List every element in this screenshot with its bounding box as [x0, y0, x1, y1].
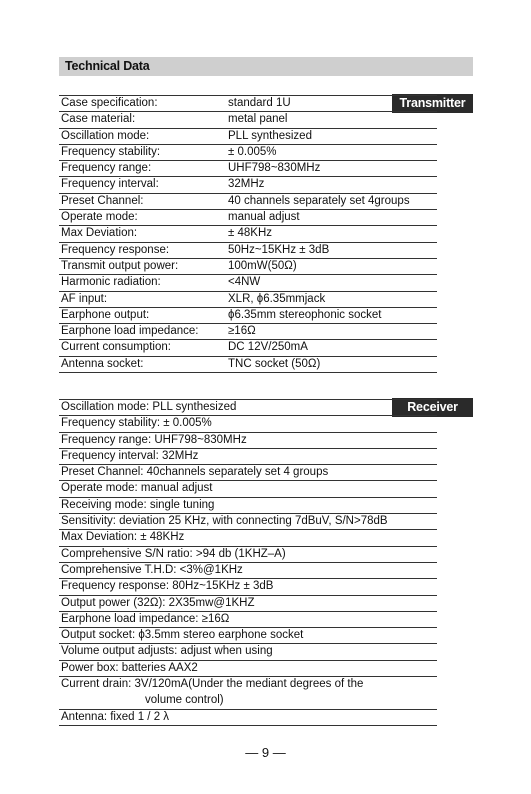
spec-text: Frequency range: UHF798~830MHz	[61, 433, 247, 446]
spec-text: Volume output adjusts: adjust when using	[61, 645, 273, 658]
table-row	[59, 357, 437, 373]
spec-text: Current drain: 3V/120mA(Under the mediant degrees of the	[61, 678, 364, 691]
spec-value: DC 12V/250mA	[228, 341, 308, 354]
spec-text: Frequency interval: 32MHz	[61, 449, 199, 462]
table-row	[59, 498, 437, 514]
table-row	[59, 145, 437, 161]
spec-label: Case material:	[61, 113, 136, 126]
spec-label: Case specification:	[61, 97, 158, 109]
spec-text: Oscillation mode: PLL synthesized	[61, 401, 237, 413]
spec-text: Sensitivity: deviation 25 KHz, with connecting 7dBuV, S/N>78dB	[61, 515, 388, 528]
table-row	[59, 194, 437, 210]
spec-label: Current consumption:	[61, 341, 171, 354]
spec-value: ± 0.005%	[228, 145, 277, 158]
spec-label: Operate mode:	[61, 211, 138, 224]
spec-text: Frequency response: 80Hz~15KHz ± 3dB	[61, 580, 274, 593]
spec-text: Output socket: ϕ3.5mm stereo earphone socket	[61, 629, 304, 642]
receiver-tag: Receiver	[392, 398, 473, 417]
table-row	[59, 161, 437, 177]
spec-value: TNC socket (50Ω)	[228, 357, 321, 370]
spec-text-continued: volume control)	[145, 693, 224, 706]
spec-label: Harmonic radiation:	[61, 276, 161, 289]
spec-value: PLL synthesized	[228, 129, 312, 142]
spec-label: Frequency interval:	[61, 178, 159, 191]
spec-value: 40 channels separately set 4groups	[228, 194, 410, 207]
spec-text: Comprehensive S/N ratio: >94 db (1KHZ–A)	[61, 547, 286, 560]
spec-value: 100mW(50Ω)	[228, 259, 297, 272]
spec-label: Earphone output:	[61, 308, 150, 321]
spec-value: ≥16Ω	[228, 325, 256, 338]
table-row	[59, 308, 437, 324]
spec-text: Earphone load impedance: ≥16Ω	[61, 612, 230, 625]
spec-text: Operate mode: manual adjust	[61, 482, 213, 495]
table-row	[59, 400, 437, 416]
table-row	[59, 677, 437, 710]
table-row	[59, 661, 437, 677]
table-row	[59, 177, 437, 193]
table-row	[59, 416, 437, 432]
spec-text: Preset Channel: 40channels separately set 4 groups	[61, 466, 329, 479]
table-row	[59, 243, 437, 259]
spec-text: Frequency stability: ± 0.005%	[61, 417, 212, 430]
table-row	[59, 449, 437, 465]
table-row	[59, 514, 437, 530]
table-row	[59, 628, 437, 644]
table-row	[59, 292, 437, 308]
table-row	[59, 481, 437, 497]
spec-label: Frequency range:	[61, 162, 152, 175]
table-row	[59, 96, 437, 112]
receiver-table	[59, 399, 437, 726]
spec-label: AF input:	[61, 292, 108, 305]
table-row	[59, 612, 437, 628]
table-row	[59, 112, 437, 128]
spec-text: Antenna: fixed 1 / 2 λ	[61, 710, 170, 723]
spec-value: metal panel	[228, 113, 288, 126]
table-row	[59, 259, 437, 275]
spec-value: ϕ6.35mm stereophonic socket	[228, 308, 382, 321]
table-row	[59, 710, 437, 726]
table-row	[59, 433, 437, 449]
spec-label: Preset Channel:	[61, 194, 144, 207]
table-row	[59, 530, 437, 546]
spec-value: UHF798~830MHz	[228, 162, 321, 175]
table-row	[59, 579, 437, 595]
spec-value: XLR, ϕ6.35mmjack	[228, 292, 326, 305]
spec-label: Max Deviation:	[61, 227, 138, 240]
spec-text: Receiving mode: single tuning	[61, 498, 215, 511]
spec-text: Max Deviation: ± 48KHz	[61, 531, 185, 544]
spec-value: standard 1U	[228, 97, 291, 109]
table-row	[59, 226, 437, 242]
spec-text: Power box: batteries AAX2	[61, 661, 198, 674]
technical-data-header	[59, 57, 473, 76]
page-number: — 9 —	[245, 745, 286, 760]
transmitter-table	[59, 95, 437, 373]
transmitter-tag: Transmitter	[392, 94, 473, 113]
spec-value: <4NW	[228, 276, 261, 289]
table-row	[59, 340, 437, 356]
spec-label: Antenna socket:	[61, 357, 144, 370]
table-row	[59, 465, 437, 481]
table-row	[59, 644, 437, 660]
table-row	[59, 547, 437, 563]
table-row	[59, 596, 437, 612]
table-row	[59, 129, 437, 145]
table-row	[59, 324, 437, 340]
table-row	[59, 563, 437, 579]
spec-label: Frequency response:	[61, 243, 170, 256]
spec-value: manual adjust	[228, 211, 300, 224]
table-row	[59, 210, 437, 226]
spec-label: Transmit output power:	[61, 259, 179, 272]
spec-value: ± 48KHz	[228, 227, 273, 240]
spec-value: 32MHz	[228, 178, 265, 191]
spec-label: Oscillation mode:	[61, 129, 150, 142]
spec-label: Earphone load impedance:	[61, 325, 199, 338]
section-title: Technical Data	[65, 59, 150, 73]
spec-text: Comprehensive T.H.D: <3%@1KHz	[61, 563, 243, 576]
spec-value: 50Hz~15KHz ± 3dB	[228, 243, 330, 256]
spec-label: Frequency stability:	[61, 145, 161, 158]
spec-text: Output power (32Ω): 2X35mw@1KHZ	[61, 596, 255, 609]
table-row	[59, 275, 437, 291]
